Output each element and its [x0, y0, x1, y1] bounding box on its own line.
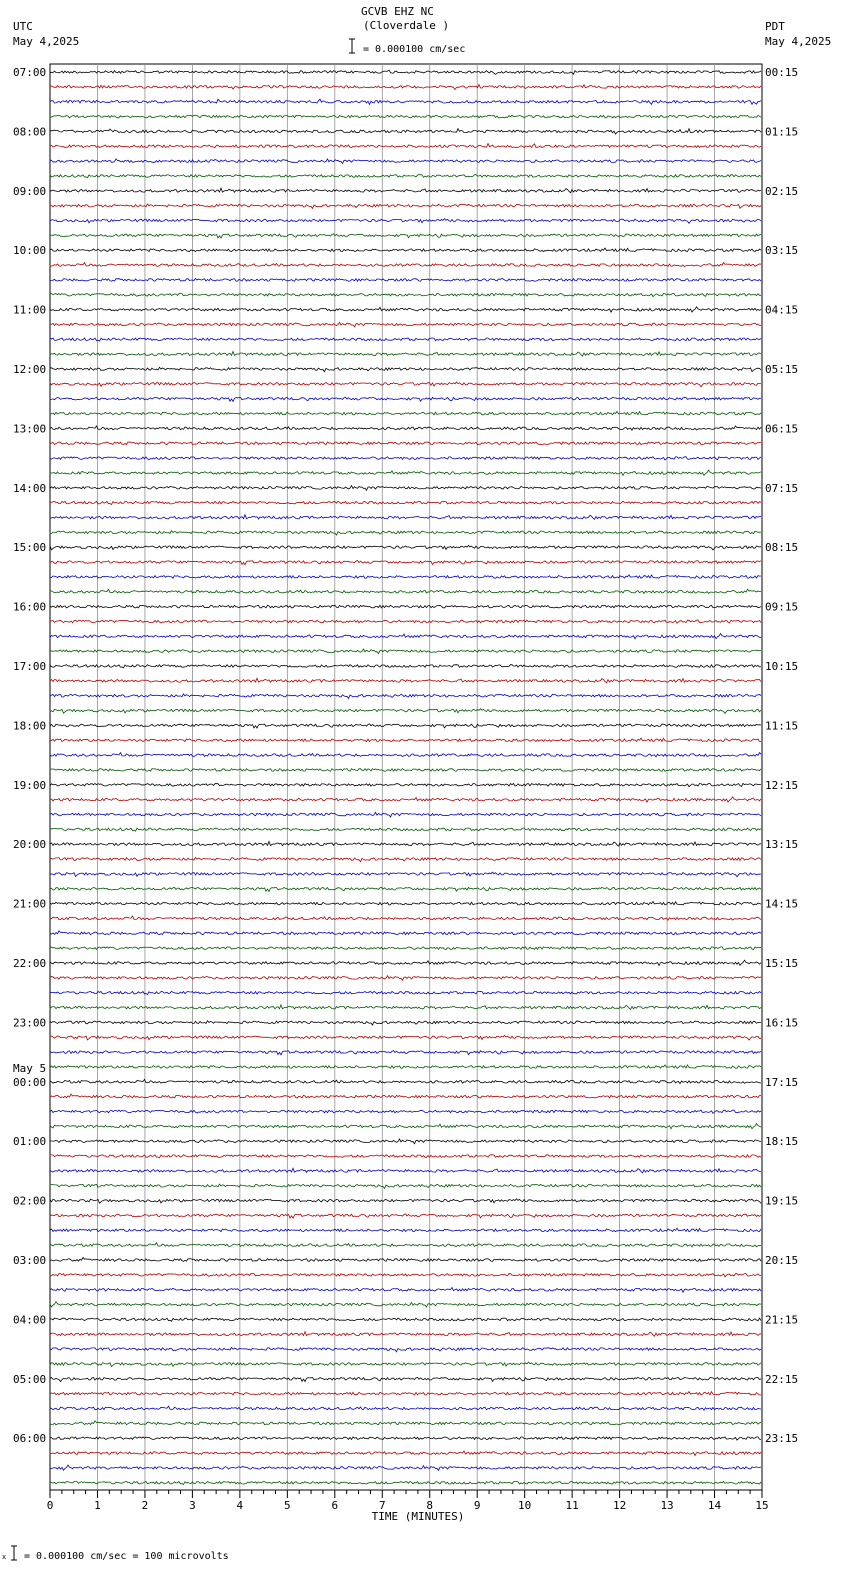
pdt-hour-label: 02:15 [765, 184, 799, 198]
utc-hour-label: 10:00 [13, 244, 47, 258]
seismic-trace [50, 322, 761, 327]
seismic-trace [50, 947, 761, 950]
x-tick-label: 8 [426, 1499, 434, 1512]
seismic-trace [50, 1421, 761, 1425]
seismic-trace [50, 397, 761, 401]
seismic-trace [50, 188, 761, 193]
pdt-hour-label: 05:15 [765, 363, 799, 376]
seismic-trace [50, 738, 761, 741]
seismic-trace [50, 753, 761, 757]
utc-hour-label: 12:00 [13, 363, 47, 376]
pdt-hour-label: 22:15 [765, 1372, 799, 1386]
utc-hour-label: 03:00 [13, 1254, 47, 1267]
seismic-trace [50, 620, 761, 623]
pdt-hour-label: 10:15 [765, 660, 799, 673]
x-tick-label: 12 [612, 1499, 627, 1512]
pdt-hour-label: 20:15 [765, 1254, 799, 1267]
x-tick-label: 14 [707, 1499, 722, 1512]
utc-hour-label: 06:00 [13, 1432, 47, 1446]
pdt-label: PDT [765, 20, 785, 33]
seismic-trace [50, 634, 761, 639]
x-tick-label: 0 [46, 1499, 54, 1512]
plot-frame [50, 64, 762, 1490]
seismic-trace [50, 1406, 761, 1410]
seismic-trace [50, 1288, 761, 1293]
pdt-hour-label: 09:15 [765, 600, 799, 614]
utc-hour-label: 17:00 [13, 660, 47, 673]
x-axis-label: TIME (MINUTES) [371, 1510, 465, 1523]
pdt-hour-label: 13:15 [765, 838, 799, 852]
x-tick-label: 2 [141, 1499, 149, 1512]
seismic-trace [50, 129, 761, 134]
seismic-trace [50, 976, 761, 981]
seismic-trace [50, 382, 761, 387]
seismic-trace [50, 1139, 761, 1144]
seismic-trace [50, 279, 761, 282]
seismic-trace [50, 515, 761, 520]
pdt-hour-label: 00:15 [765, 66, 799, 79]
utc-hour-label: 13:00 [13, 422, 47, 436]
utc-hour-label: 14:00 [13, 481, 47, 495]
seismic-trace [50, 457, 761, 460]
x-tick-label: 15 [755, 1499, 769, 1512]
seismic-trace [50, 1451, 761, 1456]
station-title: GCVB EHZ NC [361, 5, 434, 18]
seismic-trace [50, 204, 761, 208]
seismic-trace [50, 1482, 761, 1485]
utc-hour-label: 18:00 [13, 719, 47, 733]
seismic-trace [50, 1079, 761, 1083]
seismic-trace [50, 649, 761, 654]
utc-date: May 4,2025 [13, 35, 80, 48]
seismic-trace [50, 797, 761, 802]
utc-hour-label: 16:00 [13, 600, 47, 614]
seismic-trace [50, 575, 761, 578]
seismic-trace [50, 470, 761, 475]
seismic-trace [50, 1332, 761, 1337]
seismic-trace [50, 1035, 761, 1040]
utc-hour-label: 04:00 [13, 1313, 47, 1327]
seismic-trace [50, 159, 761, 164]
seismic-trace [50, 872, 761, 877]
seismic-trace [50, 1110, 761, 1113]
utc-hour-label: 05:00 [13, 1372, 47, 1386]
seismic-trace [50, 991, 761, 994]
utc-hour-label: 11:00 [13, 303, 47, 317]
seismic-trace [50, 501, 761, 504]
seismic-trace [50, 931, 761, 935]
x-tick-label: 11 [565, 1499, 579, 1512]
seismic-trace [50, 219, 761, 224]
seismic-trace [50, 234, 761, 238]
seismic-trace [50, 426, 761, 430]
pdt-hour-label: 21:15 [765, 1313, 799, 1327]
pdt-hour-label: 11:15 [765, 719, 799, 733]
seismic-trace [50, 1377, 761, 1381]
x-tick-label: 6 [331, 1499, 339, 1512]
seismic-trace [50, 694, 761, 698]
x-tick-label: 13 [660, 1499, 674, 1512]
pdt-hour-label: 07:15 [765, 481, 799, 495]
seismic-trace [50, 857, 761, 861]
seismic-trace [50, 175, 761, 178]
utc-hour-label: 21:00 [13, 897, 47, 911]
x-tick-label: 3 [189, 1499, 196, 1512]
seismic-trace [50, 1184, 761, 1188]
utc-hour-label: 00:00 [13, 1075, 47, 1089]
pdt-hour-label: 23:15 [765, 1432, 799, 1446]
seismic-trace [50, 812, 761, 817]
seismic-trace [50, 338, 761, 341]
x-tick-label: 10 [518, 1499, 532, 1512]
seismic-trace [50, 99, 761, 104]
scale-bar-icon [349, 39, 355, 53]
seismic-trace [50, 709, 761, 714]
pdt-hour-label: 15:15 [765, 957, 799, 970]
seismic-trace [50, 1065, 761, 1068]
utc-hour-label: 07:00 [13, 66, 47, 79]
utc-hour-label: 22:00 [13, 957, 47, 970]
seismic-trace [50, 724, 761, 728]
seismic-trace [50, 1214, 761, 1218]
utc-hour-label: 23:00 [13, 1016, 47, 1030]
utc-hour-label: 09:00 [13, 184, 47, 198]
seismic-trace [50, 1199, 761, 1204]
seismic-trace [50, 486, 761, 491]
seismic-trace [50, 85, 761, 90]
pdt-hour-label: 01:15 [765, 125, 799, 139]
seismic-trace [50, 665, 761, 668]
seismic-trace [50, 605, 761, 608]
seismic-trace [50, 887, 761, 891]
footer-scale-note: = 0.000100 cm/sec = 100 microvolts [24, 1551, 229, 1562]
scale-label: = 0.000100 cm/sec [363, 44, 466, 55]
pdt-hour-label: 18:15 [765, 1135, 799, 1149]
footer-scale-icon [11, 1546, 17, 1560]
utc-hour-label: 20:00 [13, 838, 47, 852]
seismic-trace [50, 412, 761, 415]
pdt-hour-label: 16:15 [765, 1016, 799, 1030]
seismic-trace [50, 144, 761, 148]
seismic-trace [50, 1392, 761, 1395]
x-tick-label: 5 [284, 1499, 291, 1512]
seismic-trace [50, 1124, 761, 1129]
seismic-trace [50, 1347, 761, 1351]
seismic-trace [50, 531, 761, 535]
seismic-trace [50, 115, 761, 118]
seismic-trace [50, 1437, 761, 1440]
seismic-trace [50, 1258, 761, 1262]
seismic-trace [50, 1021, 761, 1025]
seismic-trace [50, 902, 761, 905]
x-tick-label: 4 [236, 1499, 244, 1512]
seismic-trace [50, 352, 761, 357]
seismic-trace [50, 307, 761, 312]
seismic-trace [50, 1274, 761, 1277]
utc-label: UTC [13, 20, 33, 33]
date-change-label: May 5 [13, 1061, 47, 1075]
seismic-trace [50, 769, 761, 772]
utc-hour-label: 02:00 [13, 1194, 47, 1208]
pdt-hour-label: 06:15 [765, 422, 799, 436]
pdt-hour-label: 08:15 [765, 541, 799, 555]
seismic-trace [50, 294, 761, 297]
pdt-hour-label: 03:15 [765, 244, 799, 258]
seismic-trace [50, 1302, 761, 1307]
seismic-trace [50, 1243, 761, 1247]
seismic-trace [50, 589, 761, 593]
seismic-trace [50, 70, 761, 74]
seismic-trace [50, 1155, 761, 1158]
seismic-trace [50, 1362, 761, 1367]
seismic-trace [50, 1465, 761, 1470]
pdt-hour-label: 04:15 [765, 303, 799, 317]
utc-hour-label: 01:00 [13, 1135, 47, 1149]
seismic-trace [50, 842, 761, 847]
pdt-hour-label: 12:15 [765, 778, 799, 792]
footer-prefix: x [2, 1553, 7, 1561]
seismic-trace [50, 545, 761, 550]
seismic-trace [50, 248, 761, 251]
seismic-trace [50, 1318, 761, 1321]
seismic-trace [50, 1228, 761, 1231]
seismic-trace [50, 1168, 761, 1173]
station-location: (Cloverdale ) [363, 19, 450, 32]
x-tick-label: 9 [473, 1499, 481, 1512]
pdt-hour-label: 17:15 [765, 1075, 799, 1089]
seismic-trace [50, 367, 761, 371]
utc-hour-label: 19:00 [13, 778, 47, 792]
seismic-trace [50, 1051, 761, 1055]
seismic-trace [50, 678, 761, 683]
seismic-trace [50, 784, 761, 787]
pdt-hour-label: 14:15 [765, 897, 799, 911]
utc-hour-label: 08:00 [13, 125, 47, 139]
seismic-trace [50, 960, 761, 965]
seismic-trace [50, 442, 761, 445]
x-tick-label: 1 [94, 1499, 101, 1512]
seismic-trace [50, 916, 761, 920]
seismic-trace [50, 1005, 761, 1010]
pdt-date: May 4,2025 [765, 35, 832, 48]
pdt-hour-label: 19:15 [765, 1194, 799, 1208]
utc-hour-label: 15:00 [13, 541, 47, 555]
seismic-trace [50, 263, 761, 267]
seismic-trace [50, 561, 761, 565]
seismic-trace [50, 828, 761, 831]
seismic-trace [50, 1094, 761, 1098]
x-tick-label: 7 [378, 1499, 386, 1512]
